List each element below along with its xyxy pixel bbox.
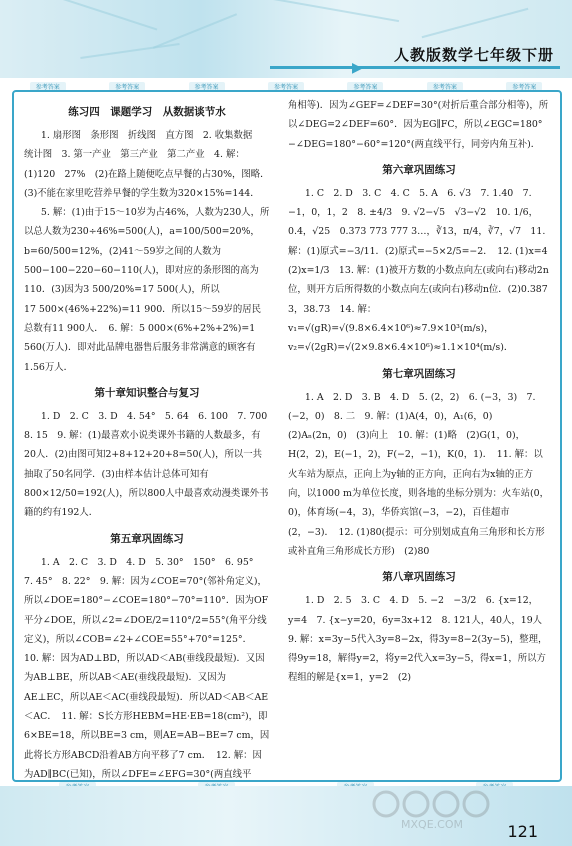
answer-paragraph: 17 500×(46%+22%)=11 900．所以15～59岁的居民总数有11 900人． 6. 解：5 000×(6%+2%+2%)=1 560(万人)．即对此品牌电器售后服务非常满意的顾客有1.56万人． [24,303,262,373]
section-heading: 第十章知识整合与复习 [94,386,200,399]
answer-paragraph: 1. D 2. 5 3. C 4. D 5. −2 −3/2 6. {x=12，y=4 7. {x−y=20，6y=3x+12 8. 121人，40人，19人 9. 解：x=3y−5代入3y=8−2x，得3y=8−2(3y−5)，整理，得9y=18，解得y=2，将y=2代入x=3y−5，得x=1，所以方程组的解是{x=1，y=2 (2) [288,595,552,684]
answer-paragraph: 1. 扇形图 条形图 折线图 直方图 2. 收集数据 统计图 3. 第一产业 第三产业 第二产业 4. 解： [24,130,262,161]
watermark-text: MXQE.COM [401,818,463,831]
tag-label: 参考答案 [268,82,304,91]
answer-paragraph: 5. 解：(1)由于15～10岁为占46%，人数为230人，所以总人数为230÷46%=500(人)，a=100/500=20%，b=60/500=12%，(2)41～59岁之间的人数为500−100−220−60−110(人)，即对应的条形图的高为110．(3)因为3 500/20%=17 500(人)，所以 [24,207,270,296]
section-heading: 第八章巩固练习 [382,571,456,584]
answer-paragraph: 角相等)．因为∠GEF=∠DEF=30°(对折后重合部分相等)，所以∠DEG=2∠DEF=60°．因为EG∥FC，所以∠EGC=180°−∠DEG=180°−60°=120°(两直线平行，同旁内角互补)． [288,100,549,150]
answer-paragraph: 1. A 2. D 3. B 4. D 5. (2，2) 6. (−3，3) 7. (−2，0) 8. 二 9. 解：(1)A(4，0)，A₁(6，0) (2)Aₙ(2n，0) (3)向上 10. 解：(1)略 (2)G(1，0)，H(2，2)，E(−1，2)，F(−2，−1)，K(0，1)． 11. 解：以火车站为原点，正向上为y轴的正方向，正向右为x轴的正方向，以1000 m为单位长度，则各地的坐标分别为：火车站(0，0)，体育场(−4，3)，华侨宾馆(−3，−2)，百佳超市(2，−3)． 12. (1)80(提示：可分别划成直角三角形和长方形或补直角三角形成长方形) (2)80 [288,391,549,557]
header-rule [270,66,560,69]
tag-label: 参考答案 [109,82,145,91]
right-column [288,96,557,688]
page-number: 121 [507,822,538,841]
answer-paragraph: 1. A 2. C 3. D 4. D 5. 30° 150° 6. 95° 7. 45° 8. 22° 9. 解：因为∠COE=70°(邻补角定义)，所以∠DOE=180°−∠COE=180°−70°=110°．因为OF平分∠DOE，所以∠2=∠DOE/2=110°/2=55°(角平分线定义)，所以∠COB=∠2+∠COE=55°+70°=125°． 10. 解：因为AD⊥BD，所以AD＜AB(垂线段最短)．又因为AB⊥BE，所以AB＜AE(垂线段最短)．又因为AE⊥EC，所以AE＜AC(垂线段最短)．所以AD＜AB＜AE＜AC． 11. 解：S长方形HEBM=HE·EB=18(cm²)，即6×BE=18，所以BE=3 cm，则AE=AB−BE=7 cm，因此将长方形ABCD沿着AB方向平移了7 cm． 12. 解：因为AD∥BC(已知)，所以∠DFE=∠EFG=30°(两直线平 [24,556,270,780]
section-heading: 第七章巩固练习 [382,367,456,380]
tag-label: 参考答案 [30,82,66,91]
watermark-logo [332,790,532,840]
book-title: 人教版数学七年级下册 [393,46,554,64]
watermark-icon [372,790,492,818]
tag-label: 参考答案 [427,82,463,91]
tag-label: 参考答案 [347,82,383,91]
tag-label: 参考答案 [506,82,542,91]
arrow-right-icon: ▶ [352,60,363,76]
section-heading: 第六章巩固练习 [382,163,456,176]
answer-paragraph: 1. C 2. D 3. C 4. C 5. A 6. √3 7. 1.40 7. −1，0，1，2 8. ±4/3 9. √2−√5 √3−√2 10. 1/6，0.4，√25 0.373 773 777 3…，∛13，π/4，∛7，√7 11. 解：(1)原式=−3/11．(2)原式=−5×2/5=−2． 12. (1)x=4 (2)x=1/3 13. 解：(1)被开方数的小数点向左(或向右)移动2n位，则开方后所得数的小数点向左(或向右)移动n位．(2)0.387 3，38.73 14. 解：v₁=√(gR)=√(9.8×6.4×10⁶)≈7.9×10³(m/s)，v₂=√(2gR)=√(2×9.8×6.4×10⁶)≈1.1×10⁴(m/s)． [288,187,557,354]
left-column [24,96,277,804]
answer-paragraph: (1)120 27% (2)在路上随便吃点早餐的占30%，图略．(3)不能在家里吃营养早餐的学生数为320×15%=144． [24,168,270,199]
answer-paragraph: 1. D 2. C 3. D 4. 54° 5. 64 6. 100 7. 700 8. 15 9. 解：(1)最喜欢小说类课外书籍的人数最多，有20人．(2)由图可知2+8+12+20+8=50(人)，所以一共抽取了50名同学．(3)由样本估计总体可知有800×12/50=192(人)，所以800人中最喜欢动漫类课外书籍的约有192人． [24,410,277,519]
section-heading: 练习四 课题学习 从数据谈节水 [68,106,226,118]
tag-label: 参考答案 [189,82,225,91]
section-heading: 第五章巩固练习 [110,532,184,545]
